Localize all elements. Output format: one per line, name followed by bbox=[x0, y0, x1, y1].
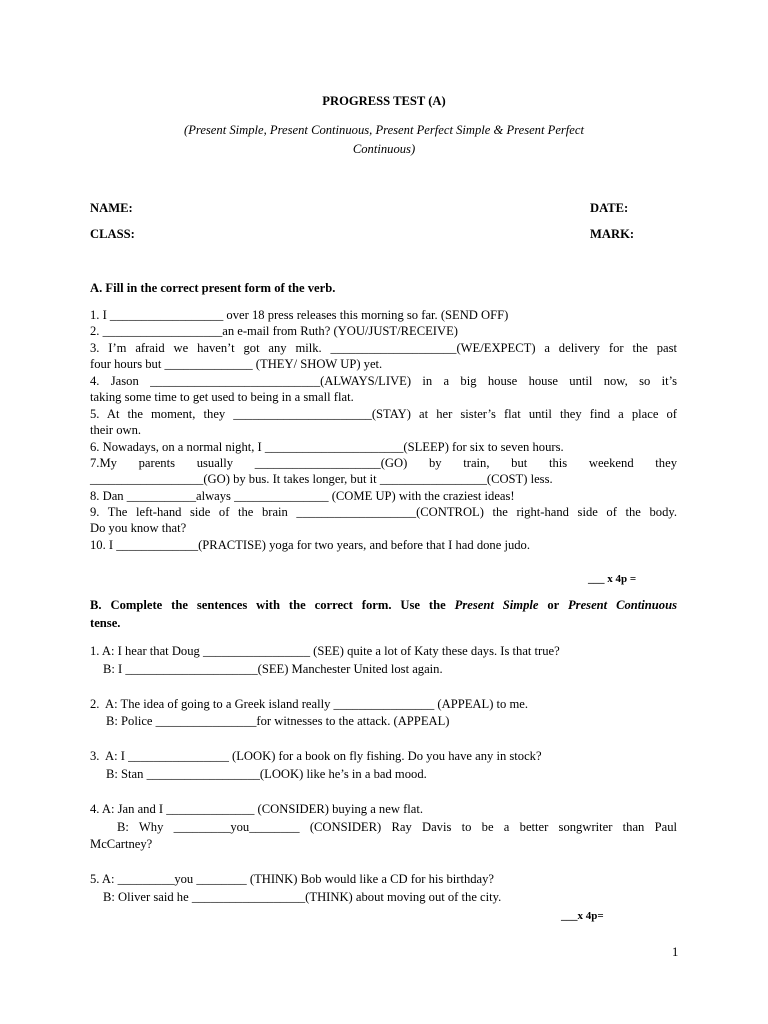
section-b-heading: B. Complete the sentences with the correct form. Use the Present Simple or Present Continuous bbox=[90, 598, 678, 612]
exercise-line: Do you know that? bbox=[90, 521, 187, 535]
exercise-line: 2. A: The idea of going to a Greek island really ________________ (APPEAL) to me. bbox=[90, 697, 529, 711]
mark-label: MARK: bbox=[590, 227, 635, 241]
date-label: DATE: bbox=[590, 201, 629, 215]
exercise-line: 10. I _____________(PRACTISE) yoga for two years, and before that I had done judo. bbox=[90, 538, 530, 552]
exercise-line: 8. Dan ___________always _______________ (COME UP) with the craziest ideas! bbox=[90, 489, 515, 503]
exercise-line: 7.My parents usually ____________________(GO) by train, but this weekend they bbox=[90, 456, 677, 470]
exercise-line: four hours but ______________ (THEY/ SHOW UP) yet. bbox=[90, 357, 383, 371]
exercise-line: B: Police ________________for witnesses to the attack. (APPEAL) bbox=[106, 714, 450, 728]
exercise-line: __________________(GO) by bus. It takes longer, but it _________________(COST) less. bbox=[90, 472, 553, 486]
subtitle-line-2: Continuous) bbox=[352, 142, 416, 156]
exercise-line: B: I _____________________(SEE) Manchester United lost again. bbox=[103, 662, 443, 676]
exercise-line: 4. A: Jan and I ______________ (CONSIDER) buying a new flat. bbox=[90, 802, 423, 816]
section-b-score: ___x 4p= bbox=[561, 910, 604, 922]
class-label: CLASS: bbox=[90, 227, 135, 241]
exercise-line: 2. ___________________an e-mail from Ruth? (YOU/JUST/RECEIVE) bbox=[90, 324, 458, 338]
exercise-line: their own. bbox=[90, 423, 142, 437]
exercise-line: B: Stan __________________(LOOK) like he’s in a bad mood. bbox=[106, 767, 427, 781]
name-label: NAME: bbox=[90, 201, 133, 215]
exercise-line: 3. A: I ________________ (LOOK) for a book on fly fishing. Do you have any in stock? bbox=[90, 749, 542, 763]
exercise-line: taking some time to get used to being in a small flat. bbox=[90, 390, 354, 404]
exercise-line: 4. Jason ___________________________(ALWAYS/LIVE) in a big house house until now, so it’s bbox=[90, 374, 677, 388]
exercise-line: 5. At the moment, they ______________________(STAY) at her sister’s flat until they find a place of bbox=[90, 407, 677, 421]
exercise-line: 1. A: I hear that Doug _________________ (SEE) quite a lot of Katy these days. Is that true? bbox=[90, 644, 560, 658]
exercise-line: B: Why _________you________ (CONSIDER) Ray Davis to be a better songwriter than Paul bbox=[117, 820, 677, 834]
section-a-heading: A. Fill in the correct present form of the verb. bbox=[90, 281, 336, 295]
subtitle-line-1: (Present Simple, Present Continuous, Present Perfect Simple & Present Perfect bbox=[184, 123, 584, 137]
exercise-line: McCartney? bbox=[90, 837, 153, 851]
page-title: PROGRESS TEST (A) bbox=[322, 94, 446, 108]
exercise-line: 9. The left-hand side of the brain ___________________(CONTROL) the right-hand side of the body. bbox=[90, 505, 677, 519]
section-b-heading-line-2: tense. bbox=[90, 616, 121, 630]
exercise-line: 5. A: _________you ________ (THINK) Bob would like a CD for his birthday? bbox=[90, 872, 495, 886]
exercise-line: 1. I __________________ over 18 press releases this morning so far. (SEND OFF) bbox=[90, 308, 509, 322]
exercise-line: 3. I’m afraid we haven’t got any milk. ____________________(WE/EXPECT) a delivery for the past bbox=[90, 341, 677, 355]
exercise-line: B: Oliver said he __________________(THINK) about moving out of the city. bbox=[103, 890, 502, 904]
exercise-line: 6. Nowadays, on a normal night, I ______________________(SLEEP) for six to seven hours. bbox=[90, 440, 564, 454]
section-a-score: ___ x 4p = bbox=[588, 573, 637, 585]
page-number: 1 bbox=[672, 945, 679, 959]
